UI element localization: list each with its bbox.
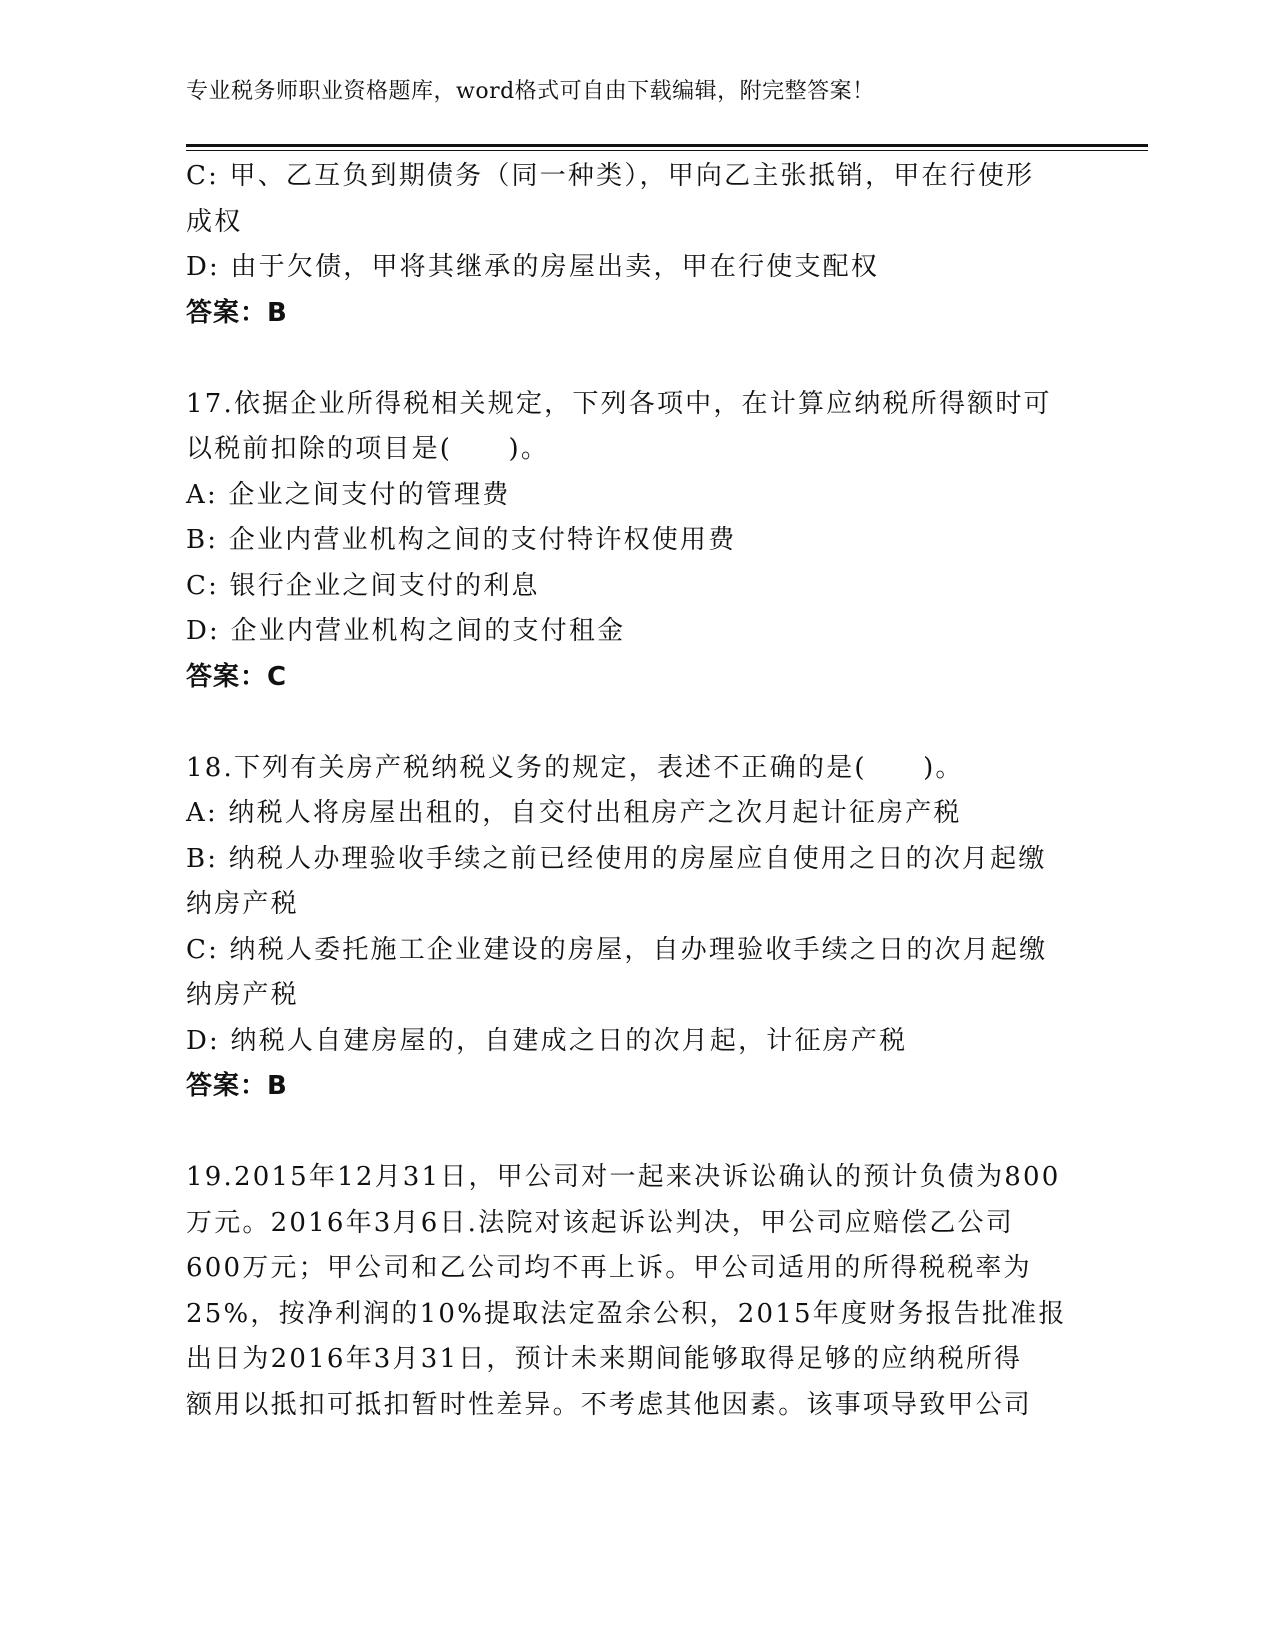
q17-option-d: D: 企业内营业机构之间的支付租金 [186, 616, 626, 646]
q19-line1: 19.2015年12月31日，甲公司对一起来决诉讼确认的预计负债为800 [186, 1162, 1061, 1192]
question-content [186, 154, 1066, 1428]
q16-option-d: D: 由于欠债，甲将其继承的房屋出卖，甲在行使支配权 [186, 252, 880, 282]
question-18 [186, 746, 1066, 1110]
q18-option-d: D: 纳税人自建房屋的，自建成之日的次月起，计征房产税 [186, 1025, 908, 1056]
q17-answer: 答案：C [186, 661, 288, 692]
q18-option-b-line1: B: 纳税人办理验收手续之前已经使用的房屋应自使用之日的次月起缴 [186, 843, 1047, 874]
q17-option-a: A: 企业之间支付的管理费 [186, 479, 511, 510]
header-rule-thin [186, 150, 1148, 151]
q16-option-c-line1: C: 甲、乙互负到期债务（同一种类），甲向乙主张抵销，甲在行使形 [186, 161, 1035, 191]
q19-line2: 万元。2016年3月6日.法院对该起诉讼判决，甲公司应赔偿乙公司 [186, 1207, 1014, 1238]
q18-answer: 答案：B [186, 1071, 288, 1101]
q16-option-c-line2: 成权 [186, 206, 243, 237]
q19-line4: 25%，按净利润的10%提取法定盈余公积，2015年度财务报告批准报 [186, 1298, 1067, 1329]
spacer [186, 1110, 1066, 1156]
q18-option-b-line2: 纳房产税 [186, 889, 299, 919]
q18-stem: 18.下列有关房产税纳税义务的规定，表述不正确的是( )。 [186, 752, 964, 783]
q19-line3: 600万元；甲公司和乙公司均不再上诉。甲公司适用的所得税税率为 [186, 1253, 1032, 1283]
spacer [186, 336, 1066, 382]
question-17 [186, 382, 1066, 701]
q18-option-c-line1: C: 纳税人委托施工企业建设的房屋，自办理验收手续之日的次月起缴 [186, 934, 1048, 965]
q17-option-b: B: 企业内营业机构之间的支付特许权使用费 [186, 525, 737, 555]
spacer [186, 700, 1066, 746]
q19-line5: 出日为2016年3月31日，预计未来期间能够取得足够的应纳税所得 [186, 1344, 1023, 1374]
header-rule-thick [186, 144, 1148, 147]
q16-answer: 答案：B [186, 297, 288, 328]
header-note: 专业税务师职业资格题库，word格式可自由下载编辑，附完整答案！ [186, 79, 875, 104]
q17-stem-line2: 以税前扣除的项目是( )。 [186, 434, 550, 464]
q19-line6: 额用以抵扣可抵扣暂时性差异。不考虑其他因素。该事项导致甲公司 [186, 1389, 1033, 1420]
question-19 [186, 1155, 1066, 1428]
q17-stem-line1: 17.依据企业所得税相关规定，下列各项中，在计算应纳税所得额时可 [186, 388, 1052, 419]
q18-option-c-line2: 纳房产税 [186, 980, 299, 1010]
q17-option-c: C: 银行企业之间支付的利息 [186, 570, 540, 601]
question-16-tail [186, 154, 1066, 336]
q18-option-a: A: 纳税人将房屋出租的，自交付出租房产之次月起计征房产税 [186, 798, 962, 828]
